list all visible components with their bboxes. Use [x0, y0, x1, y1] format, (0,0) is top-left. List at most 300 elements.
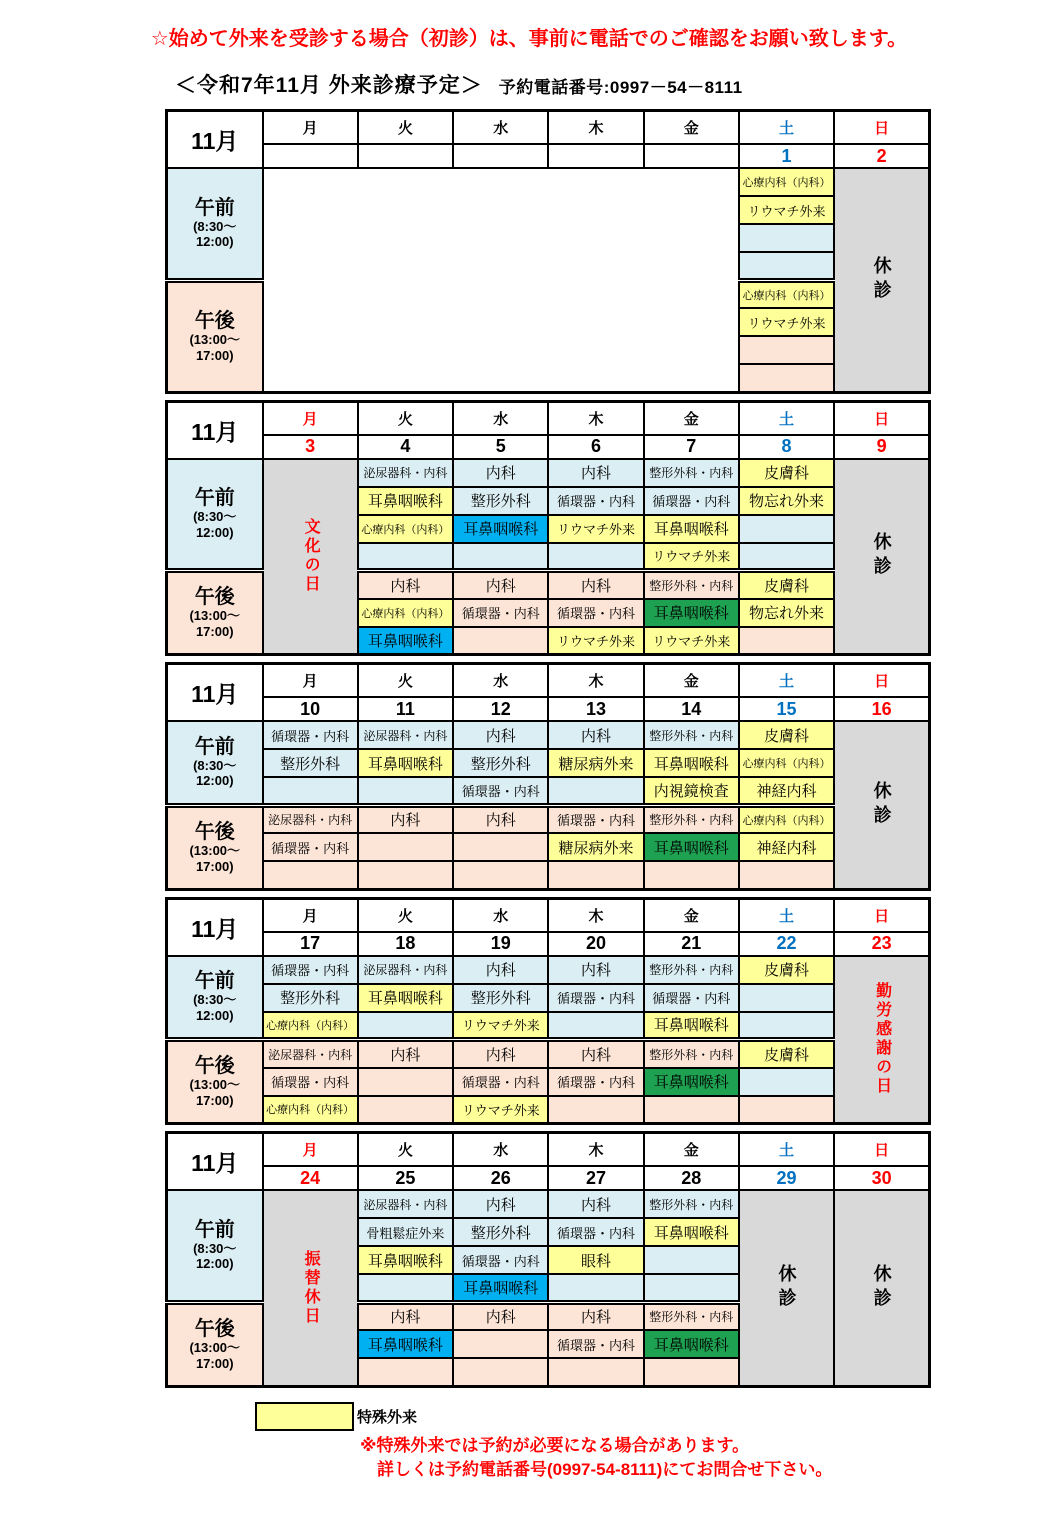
schedule-cell — [644, 1246, 739, 1274]
schedule-cell: 循環器・内科 — [548, 1330, 643, 1358]
schedule-cell: リウマチ外来 — [453, 1096, 548, 1124]
day-name-cell: 水 — [453, 664, 548, 698]
am-label-time-1: 12:00) — [195, 1007, 234, 1023]
pm-label — [167, 805, 263, 889]
day-name-cell: 火 — [358, 1133, 453, 1167]
schedule-cell: 心療内科（内科） — [358, 515, 453, 543]
month-label: 11月 — [167, 111, 263, 169]
month-label: 11月 — [167, 401, 263, 459]
schedule-cell — [739, 627, 834, 655]
schedule-cell: 循環器・内科 — [453, 599, 548, 627]
schedule-cell: 耳鼻咽喉科 — [358, 749, 453, 777]
day-name-cell: 金 — [644, 664, 739, 698]
schedule-cell — [453, 861, 548, 889]
special-outpatient-swatch — [255, 1402, 354, 1431]
schedule-cell — [358, 861, 453, 889]
schedule-cell: 耳鼻咽喉科 — [644, 1218, 739, 1246]
schedule-cell: 整形外科 — [453, 984, 548, 1012]
closed-vertical-text: 休診 — [871, 780, 892, 829]
pm-label-time-0: (13:00～ — [189, 1339, 241, 1355]
schedule-cell: 内科 — [453, 805, 548, 833]
schedule-cell: 内科 — [358, 805, 453, 833]
day-name-cell: 金 — [644, 1133, 739, 1167]
week-table — [165, 109, 931, 394]
schedule-cell — [644, 861, 739, 889]
schedule-cell: 循環器・内科 — [263, 956, 358, 984]
day-name-row — [167, 401, 930, 435]
pm-label-time-0: (13:00～ — [189, 842, 241, 858]
schedule-cell — [739, 543, 834, 571]
date-cell: 25 — [358, 1166, 453, 1190]
date-cell: 8 — [739, 435, 834, 459]
schedule-cell: 循環器・内科 — [453, 777, 548, 805]
month-label: 11月 — [167, 1133, 263, 1191]
schedule-row — [167, 1068, 930, 1096]
schedule-cell: 心療内科（内科） — [263, 1096, 358, 1124]
date-cell: 29 — [739, 1166, 834, 1190]
schedule-cell — [263, 861, 358, 889]
title-bar — [175, 69, 1058, 99]
empty-span — [263, 168, 739, 392]
pm-label-time-1: 17:00) — [195, 624, 234, 639]
schedule-cell: 糖尿病外来 — [548, 833, 643, 861]
page-title: ＜令和7年11月 外来診療予定＞ — [175, 74, 483, 97]
day-name-cell: 日 — [834, 898, 929, 932]
schedule-cell: 骨粗鬆症外来 — [358, 1218, 453, 1246]
week-table — [165, 897, 931, 1126]
schedule-cell — [739, 1012, 834, 1040]
day-name-cell: 土 — [739, 111, 834, 145]
holiday-cell — [263, 459, 358, 655]
day-name-cell: 金 — [644, 111, 739, 145]
schedule-cell — [739, 861, 834, 889]
schedule-cell: 耳鼻咽喉科 — [453, 1274, 548, 1302]
schedule-row — [167, 984, 930, 1012]
date-cell: 17 — [263, 932, 358, 956]
day-name-row — [167, 111, 930, 145]
pm-label-time-1: 17:00) — [195, 858, 234, 874]
schedule-cell: 整形外科・内科 — [644, 1302, 739, 1330]
pm-label-title: 午後 — [194, 309, 235, 332]
schedule-cell: 内科 — [548, 1302, 643, 1330]
schedule-cell: 耳鼻咽喉科 — [358, 627, 453, 655]
schedule-cell: 整形外科・内科 — [644, 956, 739, 984]
schedule-row — [167, 1190, 930, 1218]
date-cell: 13 — [548, 697, 643, 721]
closed-vertical-text: 休診 — [871, 1263, 892, 1312]
day-name-cell: 金 — [644, 898, 739, 932]
schedule-cell — [548, 1274, 643, 1302]
am-label-title: 午前 — [194, 735, 235, 758]
schedule-cell: 泌尿器科・内科 — [263, 1040, 358, 1068]
month-label: 11月 — [167, 898, 263, 956]
date-cell: 2 — [834, 144, 929, 168]
pm-label-title: 午後 — [194, 1317, 235, 1340]
day-name-cell: 木 — [548, 1133, 643, 1167]
day-name-cell: 土 — [739, 898, 834, 932]
schedule-cell: 泌尿器科・内科 — [358, 1190, 453, 1218]
date-cell: 9 — [834, 435, 929, 459]
date-cell — [263, 144, 358, 168]
am-label-time-0: (8:30～ — [193, 992, 237, 1008]
date-cell: 15 — [739, 697, 834, 721]
schedule-cell: 循環器・内科 — [548, 487, 643, 515]
am-label-time-1: 12:00) — [195, 773, 234, 789]
schedule-cell: 循環器・内科 — [548, 984, 643, 1012]
schedule-row — [167, 1096, 930, 1124]
schedule-cell: 循環器・内科 — [453, 1068, 548, 1096]
day-name-cell: 土 — [739, 401, 834, 435]
am-label-time-0: (8:30～ — [193, 509, 237, 525]
pm-label-title: 午後 — [194, 1055, 235, 1078]
schedule-cell: 耳鼻咽喉科 — [453, 515, 548, 543]
holiday-cell — [834, 956, 929, 1124]
schedule-cell: 耳鼻咽喉科 — [644, 1330, 739, 1358]
day-name-row — [167, 1133, 930, 1167]
day-name-cell: 日 — [834, 1133, 929, 1167]
schedule-cell: リウマチ外来 — [644, 627, 739, 655]
schedule-cell: リウマチ外来 — [644, 543, 739, 571]
closed-cell — [739, 1190, 834, 1386]
schedule-cell: 内科 — [453, 459, 548, 487]
date-cell: 11 — [358, 697, 453, 721]
schedule-cell — [358, 833, 453, 861]
holiday-vertical-text: 振替休日 — [302, 1249, 320, 1326]
schedule-cell: 整形外科・内科 — [644, 459, 739, 487]
schedule-cell: リウマチ外来 — [548, 627, 643, 655]
schedule-cell: 整形外科 — [263, 749, 358, 777]
schedule-cell — [453, 1330, 548, 1358]
closed-vertical-text: 休診 — [871, 255, 892, 304]
day-name-cell: 火 — [358, 898, 453, 932]
schedule-cell: 物忘れ外来 — [739, 599, 834, 627]
day-name-cell: 水 — [453, 401, 548, 435]
schedule-cell: 内科 — [453, 571, 548, 599]
reservation-phone: 予約電話番号:0997－54－8111 — [498, 78, 743, 97]
day-name-cell: 木 — [548, 401, 643, 435]
date-row — [167, 932, 930, 956]
am-label-time-0: (8:30～ — [193, 218, 237, 234]
closed-cell — [834, 721, 929, 889]
first-visit-warning: ☆始めて外来を受診する場合（初診）は、事前に電話でのご確認をお願い致します。 — [150, 28, 908, 50]
schedule-cell: 神経内科 — [739, 777, 834, 805]
am-label-time-0: (8:30～ — [193, 757, 237, 773]
schedule-cell: リウマチ外来 — [739, 308, 834, 336]
week-table — [165, 662, 931, 891]
schedule-cell — [739, 336, 834, 364]
schedule-row — [167, 861, 930, 889]
schedule-row — [167, 833, 930, 861]
schedule-cell — [263, 777, 358, 805]
schedule-cell: 整形外科・内科 — [644, 721, 739, 749]
day-name-cell: 火 — [358, 664, 453, 698]
schedule-row — [167, 721, 930, 749]
schedule-cell — [644, 1358, 739, 1386]
schedule-cell: 内科 — [548, 571, 643, 599]
schedule-cell — [358, 1012, 453, 1040]
schedule-cell: 耳鼻咽喉科 — [644, 515, 739, 543]
date-cell — [548, 144, 643, 168]
am-label — [167, 168, 263, 280]
am-label-time-1: 12:00) — [195, 234, 234, 250]
schedule-cell: 循環器・内科 — [263, 721, 358, 749]
date-cell: 28 — [644, 1166, 739, 1190]
day-name-cell: 月 — [263, 401, 358, 435]
day-name-cell: 木 — [548, 111, 643, 145]
day-name-cell: 土 — [739, 664, 834, 698]
schedule-cell: 整形外科 — [263, 984, 358, 1012]
schedule-cell: 整形外科・内科 — [644, 1190, 739, 1218]
schedule-cell — [358, 1358, 453, 1386]
date-cell: 18 — [358, 932, 453, 956]
closed-cell — [834, 168, 929, 392]
schedule-cell — [739, 364, 834, 392]
day-name-cell: 水 — [453, 111, 548, 145]
pm-label-time-0: (13:00～ — [189, 608, 241, 624]
date-cell: 3 — [263, 435, 358, 459]
date-cell: 30 — [834, 1166, 929, 1190]
date-cell — [358, 144, 453, 168]
schedule-cell: 耳鼻咽喉科 — [644, 749, 739, 777]
schedule-cell: 循環器・内科 — [548, 805, 643, 833]
schedule-row — [167, 805, 930, 833]
date-cell — [644, 144, 739, 168]
am-label-time-0: (8:30～ — [193, 1240, 237, 1256]
day-name-cell: 月 — [263, 898, 358, 932]
schedule-cell — [739, 252, 834, 280]
schedule-cell: 循環器・内科 — [263, 833, 358, 861]
schedule-cell — [739, 984, 834, 1012]
footer-note-2: 詳しくは予約電話番号(0997-54-8111)にてお問合せ下さい。 — [377, 1460, 833, 1480]
day-name-cell: 木 — [548, 898, 643, 932]
am-label-title: 午前 — [194, 970, 235, 993]
schedule-cell: 心療内科（内科） — [739, 168, 834, 196]
am-label-title: 午前 — [194, 1218, 235, 1241]
schedule-cell: 循環器・内科 — [453, 1246, 548, 1274]
pm-label-time-0: (13:00～ — [189, 331, 241, 347]
schedule-cell — [739, 224, 834, 252]
schedule-cell: 整形外科・内科 — [644, 805, 739, 833]
date-cell: 23 — [834, 932, 929, 956]
day-name-cell: 水 — [453, 898, 548, 932]
schedule-cell: 耳鼻咽喉科 — [358, 1330, 453, 1358]
schedule-cell: 内科 — [453, 1040, 548, 1068]
schedule-cell — [358, 777, 453, 805]
am-label-title: 午前 — [194, 196, 235, 219]
schedule-cell: 循環器・内科 — [263, 1068, 358, 1096]
closed-vertical-text: 休診 — [776, 1263, 797, 1312]
schedule-cell: 内科 — [548, 1040, 643, 1068]
am-label-title: 午前 — [194, 487, 235, 510]
schedule-row — [167, 459, 930, 487]
pm-label-time-1: 17:00) — [195, 1355, 234, 1371]
week-table — [165, 1131, 931, 1388]
schedule-cell — [548, 1012, 643, 1040]
pm-label — [167, 1040, 263, 1124]
date-row — [167, 144, 930, 168]
closed-cell — [834, 1190, 929, 1386]
schedule-cell — [548, 861, 643, 889]
schedule-cell: 内科 — [548, 721, 643, 749]
schedule-cell: 耳鼻咽喉科 — [644, 833, 739, 861]
day-name-cell: 日 — [834, 111, 929, 145]
date-row — [167, 1166, 930, 1190]
schedule-cell: 内科 — [453, 1190, 548, 1218]
schedule-cell: 整形外科 — [453, 1218, 548, 1246]
schedule-cell: 循環器・内科 — [548, 599, 643, 627]
schedule-cell: 耳鼻咽喉科 — [644, 1068, 739, 1096]
schedule-cell: 神経内科 — [739, 833, 834, 861]
schedule-row — [167, 749, 930, 777]
date-cell: 7 — [644, 435, 739, 459]
pm-label — [167, 280, 263, 392]
schedule-cell: 内科 — [358, 1040, 453, 1068]
week-table — [165, 400, 931, 657]
date-cell: 16 — [834, 697, 929, 721]
date-row — [167, 435, 930, 459]
date-cell: 14 — [644, 697, 739, 721]
holiday-vertical-text: 文化の日 — [302, 518, 320, 595]
day-name-cell: 金 — [644, 401, 739, 435]
pm-label — [167, 1302, 263, 1386]
footer-note-1: ※特殊外来では予約が必要になる場合があります。 — [360, 1435, 750, 1455]
schedule-cell: 循環器・内科 — [644, 984, 739, 1012]
schedule-cell: 内科 — [548, 1190, 643, 1218]
schedule-cell: 皮膚科 — [739, 459, 834, 487]
special-outpatient-label: 特殊外来 — [357, 1408, 418, 1426]
schedule-cell — [358, 1068, 453, 1096]
date-cell: 1 — [739, 144, 834, 168]
schedule-cell: 泌尿器科・内科 — [358, 459, 453, 487]
schedule-cell — [453, 543, 548, 571]
date-cell: 4 — [358, 435, 453, 459]
schedule-cell — [453, 833, 548, 861]
schedule-cell: 皮膚科 — [739, 956, 834, 984]
date-cell: 19 — [453, 932, 548, 956]
day-name-cell: 水 — [453, 1133, 548, 1167]
schedule-cell: 循環器・内科 — [548, 1218, 643, 1246]
day-name-cell: 日 — [834, 401, 929, 435]
am-label — [167, 459, 263, 571]
date-cell: 24 — [263, 1166, 358, 1190]
schedule-cell: 内科 — [358, 571, 453, 599]
schedule-cell: リウマチ外来 — [739, 196, 834, 224]
schedule-cell: 耳鼻咽喉科 — [644, 1012, 739, 1040]
date-cell: 12 — [453, 697, 548, 721]
schedule-row — [167, 1012, 930, 1040]
schedule-cell: リウマチ外来 — [548, 515, 643, 543]
day-name-cell: 月 — [263, 111, 358, 145]
date-cell — [453, 144, 548, 168]
schedule-cell: 整形外科 — [453, 749, 548, 777]
schedule-cell — [739, 1068, 834, 1096]
footer-notes — [360, 1434, 1058, 1483]
schedule-cell: 内科 — [453, 956, 548, 984]
schedule-cell: 整形外科・内科 — [644, 1040, 739, 1068]
schedule-cell: 内科 — [358, 1302, 453, 1330]
date-cell: 27 — [548, 1166, 643, 1190]
schedule-cell: 循環器・内科 — [548, 1068, 643, 1096]
pm-label-time-1: 17:00) — [195, 347, 234, 363]
am-label-time-1: 12:00) — [195, 1256, 234, 1272]
schedule-cell: 耳鼻咽喉科 — [358, 487, 453, 515]
day-name-cell: 木 — [548, 664, 643, 698]
schedule-cell — [548, 543, 643, 571]
day-name-row — [167, 898, 930, 932]
schedule-cell: 内視鏡検査 — [644, 777, 739, 805]
schedule-cell: 内科 — [453, 721, 548, 749]
day-name-cell: 日 — [834, 664, 929, 698]
schedule-row — [167, 777, 930, 805]
schedule-cell — [644, 1096, 739, 1124]
page — [0, 26, 1058, 1522]
schedule-cell — [548, 1096, 643, 1124]
schedule-cell: リウマチ外来 — [453, 1012, 548, 1040]
date-row — [167, 697, 930, 721]
schedule-cell: 泌尿器科・内科 — [263, 805, 358, 833]
schedule-cell: 整形外科・内科 — [644, 571, 739, 599]
schedule-cell: 整形外科 — [453, 487, 548, 515]
day-name-cell: 土 — [739, 1133, 834, 1167]
schedule-cell: 泌尿器科・内科 — [358, 721, 453, 749]
schedule-cell — [358, 543, 453, 571]
schedule-cell: 心療内科（内科） — [739, 280, 834, 308]
holiday-cell — [263, 1190, 358, 1386]
date-cell: 22 — [739, 932, 834, 956]
day-name-cell: 火 — [358, 401, 453, 435]
schedule-cell: 皮膚科 — [739, 1040, 834, 1068]
date-cell: 5 — [453, 435, 548, 459]
schedule-row — [167, 956, 930, 984]
schedule-cell: 泌尿器科・内科 — [358, 956, 453, 984]
date-cell: 10 — [263, 697, 358, 721]
pm-label — [167, 571, 263, 655]
schedule-cell — [358, 1096, 453, 1124]
am-label — [167, 1190, 263, 1302]
pm-label-time-0: (13:00～ — [189, 1077, 241, 1093]
schedule-cell — [453, 1358, 548, 1386]
schedule-cell: 物忘れ外来 — [739, 487, 834, 515]
schedule-cell: 皮膚科 — [739, 721, 834, 749]
holiday-vertical-text: 勤労感謝の日 — [873, 982, 891, 1097]
am-label — [167, 956, 263, 1040]
schedule-cell: 耳鼻咽喉科 — [644, 599, 739, 627]
date-cell: 21 — [644, 932, 739, 956]
pm-label-time-1: 17:00) — [195, 1093, 234, 1108]
am-label — [167, 721, 263, 805]
schedule-cell — [453, 627, 548, 655]
schedule-cell: 心療内科（内科） — [739, 749, 834, 777]
pm-label-title: 午後 — [194, 586, 235, 609]
schedule-cell: 循環器・内科 — [644, 487, 739, 515]
closed-vertical-text: 休診 — [871, 532, 892, 581]
schedule-cell: 糖尿病外来 — [548, 749, 643, 777]
month-label: 11月 — [167, 664, 263, 722]
day-name-cell: 月 — [263, 1133, 358, 1167]
schedule-cell: 内科 — [453, 1302, 548, 1330]
schedule-cell — [739, 1096, 834, 1124]
date-cell: 6 — [548, 435, 643, 459]
schedule-cell — [644, 1274, 739, 1302]
schedule-cell — [548, 777, 643, 805]
calendar — [165, 109, 931, 1388]
day-name-row — [167, 664, 930, 698]
pm-label-title: 午後 — [194, 820, 235, 843]
schedule-row — [167, 1040, 930, 1068]
schedule-cell: 耳鼻咽喉科 — [358, 1246, 453, 1274]
schedule-row — [167, 168, 930, 196]
schedule-cell: 眼科 — [548, 1246, 643, 1274]
